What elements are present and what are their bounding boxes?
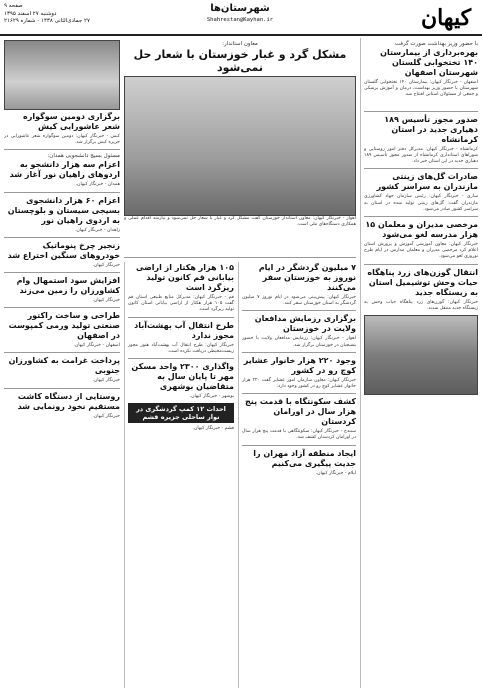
article-title[interactable]: ۷ میلیون گردشگر در ایام نوروز به خوزستان سفر می‌کنند xyxy=(258,263,356,292)
article[interactable] xyxy=(128,321,234,355)
divider xyxy=(4,149,120,150)
article-kicker: با حضور وزیر بهداشت صورت گرفت xyxy=(394,41,478,47)
article-body: همدان - خبرنگار کیهان. xyxy=(75,182,120,188)
newspaper-logo: کیهان xyxy=(420,5,472,31)
article[interactable] xyxy=(364,268,478,395)
article-body: اصفهان - خبرنگار کیهان. xyxy=(73,343,120,349)
issue-info xyxy=(4,3,114,26)
article-body: خبرنگار کیهان. xyxy=(92,298,120,304)
column-3 xyxy=(124,262,234,688)
article-body: سنندج - خبرنگار کیهان: سکونتگاهی با قدمت پنج هزار سال در اورامان کردستان کشف شد. xyxy=(242,429,356,441)
article[interactable] xyxy=(364,41,478,108)
divider xyxy=(364,216,478,217)
article-title[interactable]: واگذاری ۲۳۰۰ واحد مسکن مهر تا پایان سال به متقاضیان بوشهری xyxy=(131,362,234,392)
article[interactable] xyxy=(128,263,234,314)
article-kicker: مسئول بسیج دانشجویی همدان: xyxy=(47,153,120,160)
divider xyxy=(4,192,120,193)
highlight-box[interactable]: احداث ۱۲ کمپ گردشگری در نوار ساحلی جزیره قشم xyxy=(128,403,234,423)
article-body: خبرنگار کیهان. xyxy=(92,262,120,268)
article-body: ساری - خبرنگار کیهان: رئیس سازمان جهاد کشاورزی مازندران گفت: گل‌های زینتی تولید شده در استان به سراسر کشور صادر می‌شود. xyxy=(364,194,478,212)
article[interactable] xyxy=(4,112,120,146)
article[interactable] xyxy=(242,356,356,390)
column-4 xyxy=(4,38,120,688)
article[interactable] xyxy=(364,115,478,166)
article[interactable] xyxy=(242,314,356,348)
article-title[interactable]: ۱۰۵ هزار هکتار از اراضی بیابانی قم کانون تولید ریزگرد است xyxy=(135,263,234,292)
article-title[interactable]: طرح انتقال آب بهشت‌آباد مجوز ندارد xyxy=(134,320,234,340)
dust-storm-photo xyxy=(124,76,356,216)
divider xyxy=(4,352,120,353)
article[interactable] xyxy=(4,311,120,349)
article-title[interactable]: صادرات گل‌های زینتی مازندران به سراسر کشور xyxy=(376,172,478,192)
article[interactable] xyxy=(128,362,234,400)
article[interactable] xyxy=(4,153,120,188)
article-body: اصفهان - خبرنگار کیهان: بیمارستان ۱۴۰ تختخوابی گلستان شهرستان با حضور وزیر بهداشت، درمان و آموزش پزشکی و جمعی از مسئولان استانی افتتاح شد. xyxy=(364,80,478,98)
section-title: شهرستان‌ها xyxy=(210,3,270,14)
article-title[interactable]: بهره‌برداری از بیمارستان ۱۴۰ تختخوابی گلستان شهرستان اصفهان xyxy=(380,48,478,77)
divider xyxy=(242,445,356,446)
article-body: ایلام - خبرنگار کیهان. xyxy=(315,470,356,476)
lead-story[interactable] xyxy=(124,38,356,258)
article-title[interactable]: اعزام سه هزار دانشجو به اردوهای راهیان نور آغاز شد xyxy=(9,160,120,180)
article[interactable] xyxy=(4,392,120,420)
divider xyxy=(364,111,478,112)
section-email[interactable]: Shahrestan@Kayhan.ir xyxy=(206,17,274,23)
article-body-filler xyxy=(364,102,478,108)
divider xyxy=(242,310,356,311)
issue-page: صفحه ۹ xyxy=(4,3,23,9)
article-body: خبرنگار کیهان: معاون سازمان امور عشایر گفت ۲۲۰ هزار خانوار عشایر کوچ رو در کشور وجود دارد. xyxy=(242,377,356,390)
divider xyxy=(4,272,120,273)
article-title[interactable]: اعزام ۶۰ هزار دانشجوی بسیجی سیستان و بلوچستان به اردوی راهیان نور xyxy=(7,195,120,225)
article-title[interactable]: صدور مجوز تأسیس ۱۸۹ دهیاری جدید در استان کرمانشاه xyxy=(384,114,478,144)
article-body: خبرنگار کیهان: پیش‌بینی می‌شود در ایام نوروز ۷ میلیون گردشگر به استان خوزستان سفر کنند. xyxy=(242,295,356,307)
article-body: خبرنگار کیهان: گوزن‌های زرد پناهگاه حیات وحش به زیستگاه جدید منتقل شدند. xyxy=(364,299,478,311)
article[interactable] xyxy=(364,220,478,261)
article[interactable] xyxy=(242,397,356,441)
divider xyxy=(4,237,120,238)
lead-title[interactable]: مشکل گرد و غبار خوزستان با شعار حل نمی‌شود xyxy=(133,48,347,74)
column-1 xyxy=(360,38,478,688)
divider xyxy=(364,264,478,265)
article[interactable] xyxy=(364,172,478,213)
column-2 xyxy=(238,262,356,688)
article-title[interactable]: افزایش سود استمهال وام کشاورزان را زمین می‌زند xyxy=(16,276,120,296)
article-title[interactable]: طراحی و ساخت راکتور صنعتی تولید ورمی کمپوست در اصفهان xyxy=(8,311,120,341)
article-body: بوشهر - خبرنگار کیهان. xyxy=(189,394,234,400)
article-body: خبرنگار کیهان: معاون آموزشی آموزش و پرورش استان اعلام کرد مرخصی مدیران و معلمان مدارس در ایام طرح نوروزی لغو می‌شود. xyxy=(364,242,478,260)
article-body: کرمانشاه - خبرنگار کیهان: مدیرکل دفتر امور روستایی و شوراهای استانداری کرمانشاه از صدور مجوز تأسیس ۱۸۹ دهیاری جدید در این استان خبر داد. xyxy=(364,146,478,165)
divider xyxy=(242,352,356,353)
issue-number: ۲۷ جمادی‌الثانی ۱۴۳۸ - شماره ۲۱۶۲۹ xyxy=(4,18,90,24)
article-title[interactable]: ایجاد منطقه آزاد مهران را جدیت پیگیری می‌کنیم xyxy=(253,448,356,468)
article-title[interactable]: پرداخت غرامت به کشاورزان جنوبی xyxy=(8,356,120,376)
article-body: اهواز - خبرنگار کیهان: رزمایش مدافعان ولایت با حضور بسیجیان در خوزستان برگزار شد. xyxy=(242,336,356,348)
article-title[interactable]: انتقال گوزن‌های زرد پناهگاه حیات وحش توشیمیل استان به زیستگاه جدید xyxy=(367,267,478,297)
article[interactable] xyxy=(4,196,120,234)
article-body: زاهدان - خبرنگار کیهان. xyxy=(74,227,120,233)
deer-photo xyxy=(364,315,478,395)
article-title[interactable]: کشف سکونتگاه با قدمت پنج هزار سال در اورامان کردستان xyxy=(245,397,356,427)
article-body: قشم - خبرنگار کیهان. xyxy=(192,426,234,432)
article-title[interactable]: مرخصی مدیران و معلمان ۱۵ هزار مدرسه لغو می‌شود xyxy=(365,220,478,240)
divider xyxy=(364,168,478,169)
students-photo xyxy=(4,40,120,110)
article[interactable] xyxy=(4,241,120,269)
issue-date: دوشنبه ۲۷ اسفند ۱۳۹۵ xyxy=(4,10,57,17)
article-body: خبرنگار کیهان. xyxy=(92,378,120,384)
article-body: کیش - خبرنگار کیهان: دومین سوگواره شعر عاشورایی در جزیره کیش برگزار شد. xyxy=(4,134,120,146)
divider xyxy=(4,388,120,389)
lead-body: اهواز - خبرنگار کیهان: معاون استاندار خوزستان گفت مشکل گرد و غبار با شعار حل نمی‌شود و نیازمند اقدام عملی و همکاری دستگاه‌های ملی است. xyxy=(124,216,356,228)
article-title[interactable]: برگزاری دومین سوگواره شعر عاشورایی کیش xyxy=(23,112,120,131)
article-title[interactable]: برگزاری رزمایش مدافعان ولایت در خوزستان xyxy=(254,314,356,334)
article-title[interactable]: وجود ۲۲۰ هزار خانوار عشایر کوچ رو در کشور xyxy=(243,355,356,375)
divider xyxy=(4,307,120,308)
divider xyxy=(128,317,234,318)
article[interactable] xyxy=(4,356,120,384)
divider xyxy=(128,358,234,359)
lead-kicker: معاون استاندار: xyxy=(222,41,258,47)
article[interactable] xyxy=(4,276,120,304)
divider xyxy=(242,393,356,394)
article[interactable] xyxy=(242,449,356,477)
article-body: خبرنگار کیهان. xyxy=(92,413,120,419)
article[interactable] xyxy=(242,263,356,307)
article-title[interactable]: روستایی از دستگاه کاشت مستقیم نخود رونمایی شد xyxy=(17,391,120,411)
article-title[interactable]: زنجیر چرخ پنوماتیک خودروهای سنگین اختراع شد xyxy=(7,240,120,260)
article-body: قم - خبرنگار کیهان: مدیرکل منابع طبیعی استان قم گفت ۱۰۵ هزار هکتار از اراضی بیابانی استان کانون تولید ریزگرد است. xyxy=(128,295,234,313)
masthead xyxy=(0,0,482,36)
article-body: خبرنگار کیهان: طرح انتقال آب بهشت‌آباد هنوز مجوز زیست‌محیطی دریافت نکرده است. xyxy=(128,342,234,354)
